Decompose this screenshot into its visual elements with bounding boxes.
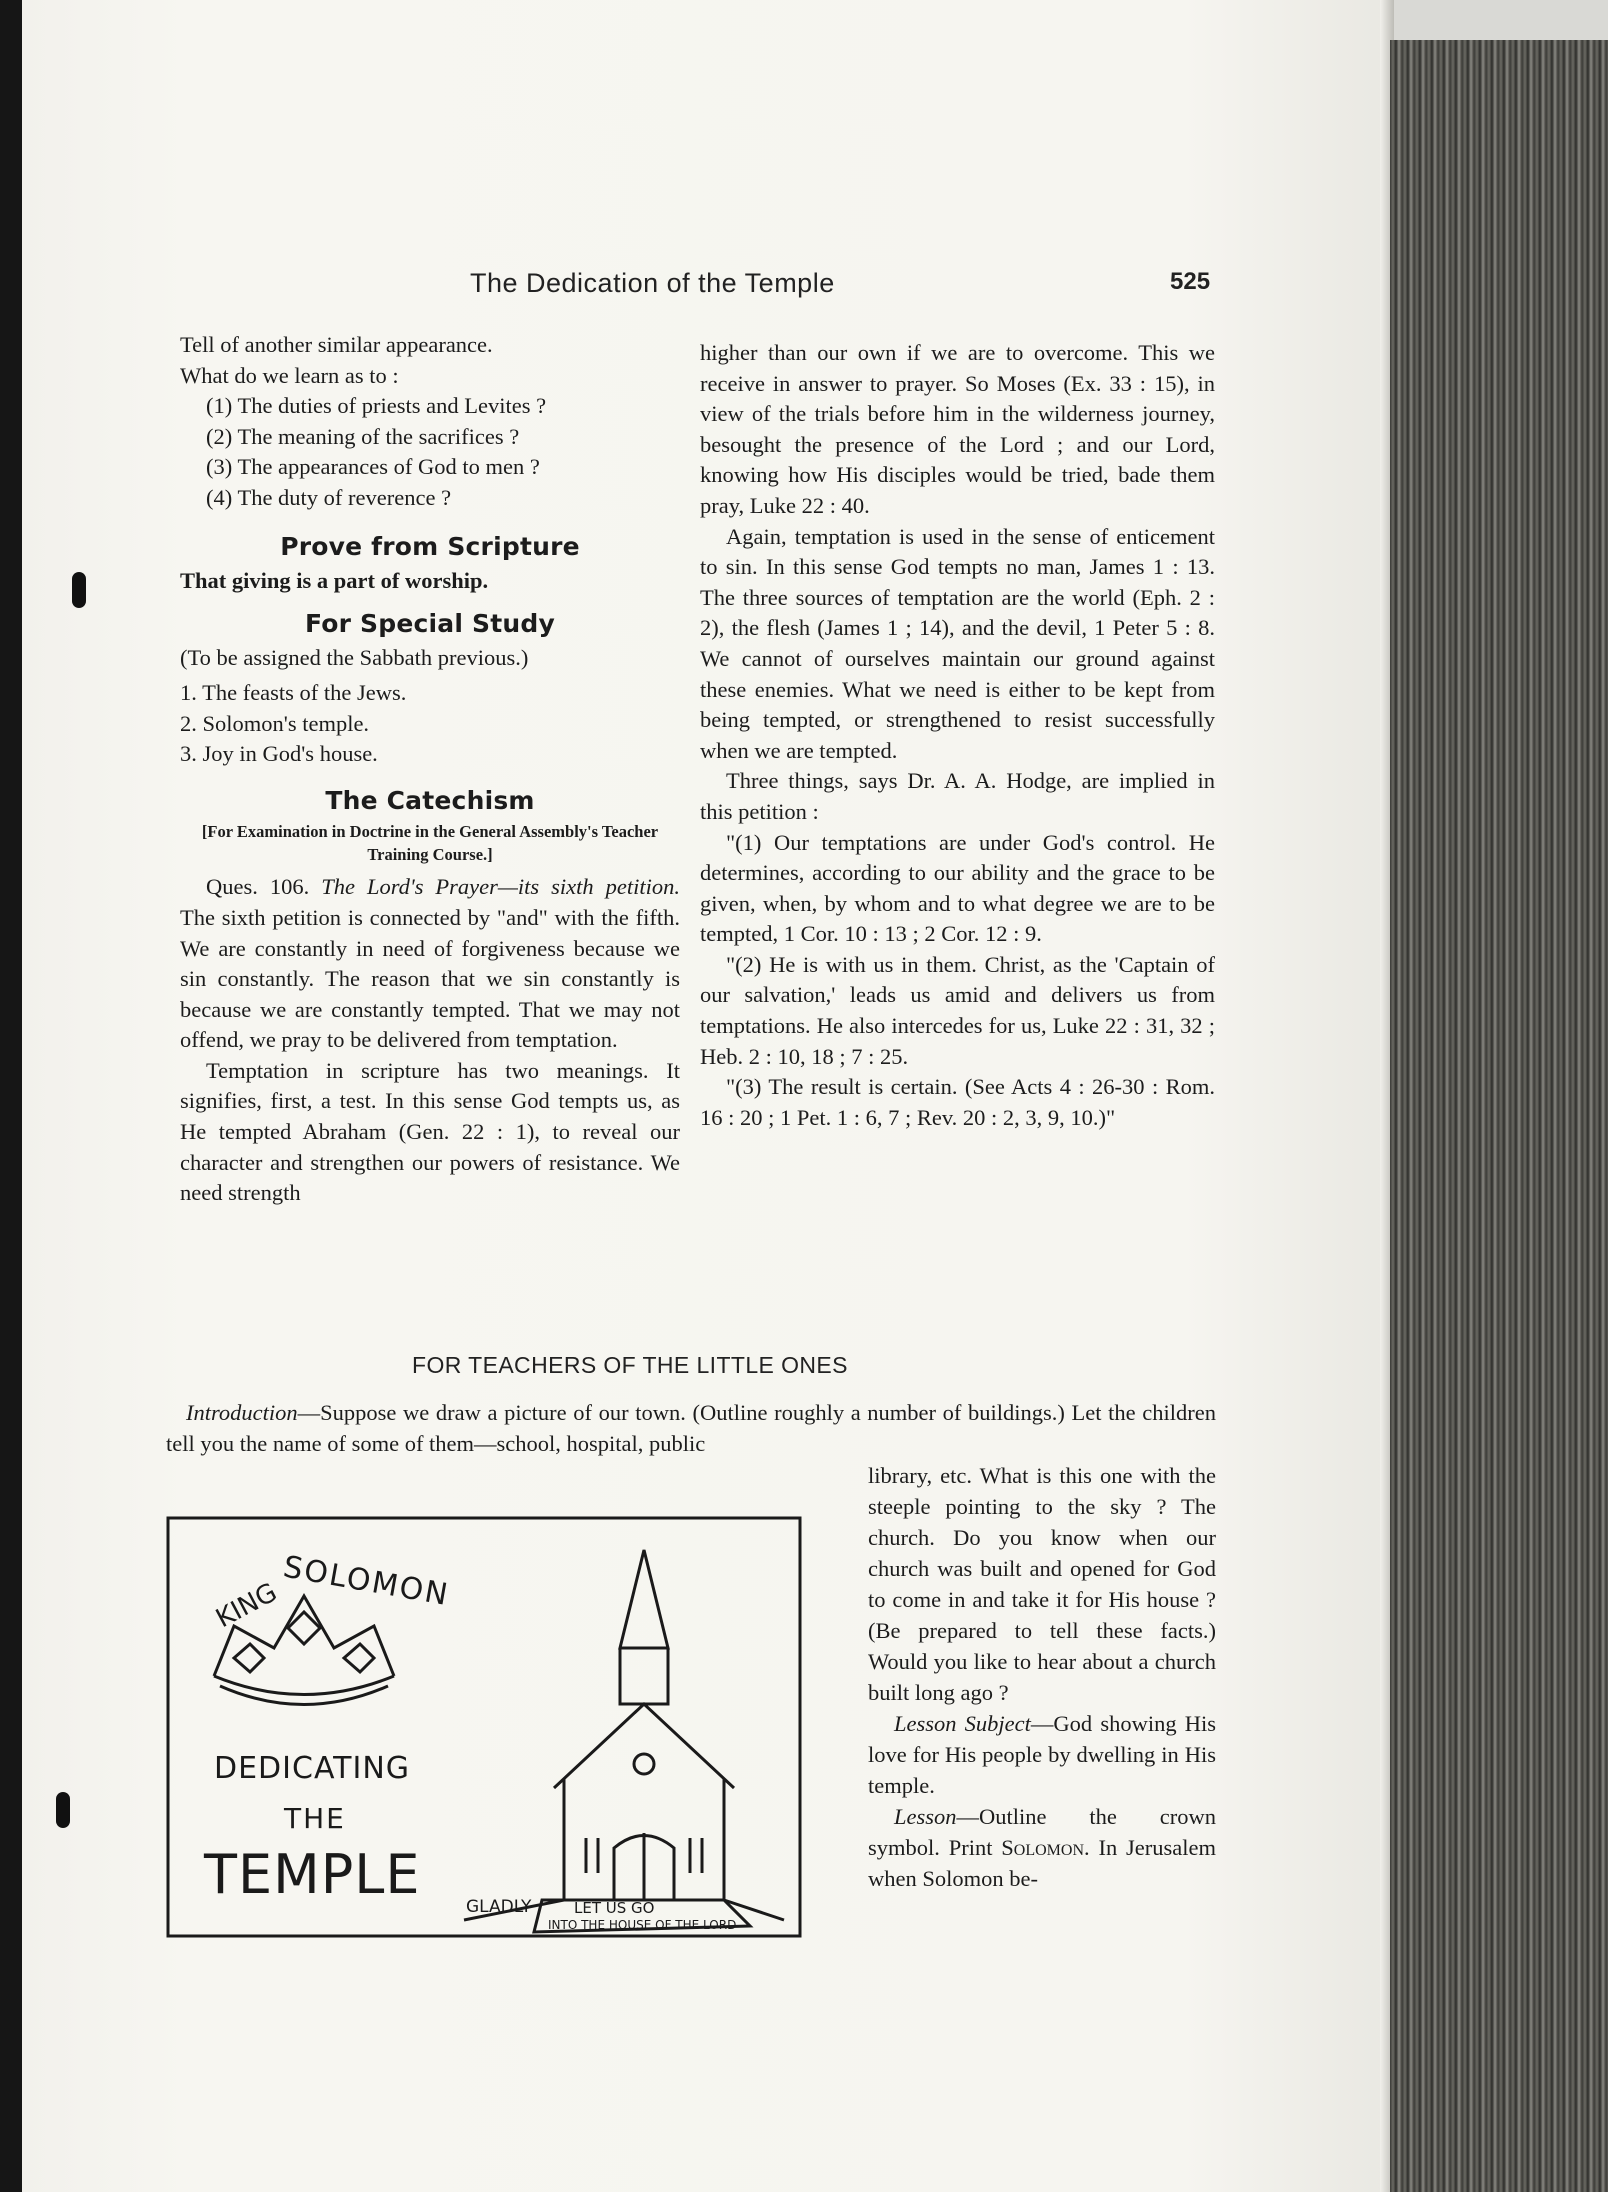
blackboard-illustration	[164, 1508, 804, 1948]
teachers-intro	[166, 1397, 1216, 1459]
catechism-paragraph: Temptation in scripture has two meanings. It signifies, first, a test. In this sense God tempts us, as He tempted Abraham (Gen. 22 : 1), to reveal our character and strengthen our powers of resistance. We need strength	[180, 1057, 680, 1206]
body-paragraph: "(1) Our temptations are under God's control. He determines, according to our ability and the grace to be given, when, by whom and to what degree we are to be tempted, 1 Cor. 10 : 13 ; 2 Cor. 12 : 9.	[700, 829, 1215, 947]
body-paragraph: Three things, says Dr. A. A. Hodge, are implied in this petition :	[700, 768, 1215, 824]
steeple-icon	[620, 1550, 668, 1648]
intro-line: Tell of another similar appearance.	[180, 332, 493, 357]
intro-text: —Suppose we draw a picture of our town. (Outline roughly a number of buildings.) Let the children tell you the name of some of them—school, hospital, public	[166, 1400, 1216, 1456]
punch-hole-icon	[72, 572, 86, 608]
lesson-text: —Outline the crown symbol. Print	[868, 1804, 1216, 1860]
running-title: The Dedication of the Temple	[470, 268, 835, 298]
crown-band	[214, 1676, 394, 1695]
scan-binding-edge	[0, 0, 22, 2192]
teachers-paragraph: library, etc. What is this one with the steeple pointing to the sky ? The church. Do you know when our church was built and opened for God to come in and take it for His house ? (Be prepared to tell these facts.) Would you like to hear about a church built long ago ?	[868, 1463, 1216, 1705]
special-study-heading: For Special Study	[304, 608, 555, 638]
study-item: 2. Solomon's temple.	[180, 710, 370, 736]
intro-label: Introduction	[186, 1400, 298, 1425]
lesson-label: Lesson	[894, 1804, 957, 1829]
body-paragraph: higher than our own if we are to overcome. This we receive in answer to prayer. So Moses (Ex. 33 : 15), in view of the trials before him in the wilderness journey, besought the presence of the Lord ; and our Lord, knowing how His disciples would be tried, bade them pray, Luke 22 : 40.	[700, 340, 1215, 518]
paragraph-text: The sixth petition is connected by "and" with the fifth. We are constantly in need of forgiveness because we sin constantly. The reason that we sin constantly is because we are constantly tempted. That we may not offend, we pray to be delivered from temptation.	[180, 904, 680, 1053]
lesson-subject-text: —God showing His love for His people by dwelling in His temple.	[868, 1711, 1216, 1798]
lesson-subject-paragraph	[868, 1708, 1216, 1801]
question-title: The Lord's Prayer—its sixth petition.	[321, 874, 681, 900]
question-item: (4) The duty of reverence ?	[206, 484, 452, 510]
church-window-icon	[634, 1754, 654, 1774]
lesson-subject-label: Lesson Subject	[894, 1711, 1031, 1736]
question-item: (2) The meaning of the sacrifices ?	[206, 423, 520, 449]
left-column	[180, 330, 680, 1209]
question-item: (1) The duties of priests and Levites ?	[206, 393, 547, 419]
prove-heading: Prove from Scripture	[280, 531, 580, 561]
drawing-text-the: THE	[284, 1802, 346, 1835]
right-column	[700, 338, 1215, 1133]
lesson-paragraph	[868, 1801, 1216, 1894]
drawing-banner-line-2: INTO THE HOUSE OF THE LORD	[548, 1918, 737, 1932]
drawing-banner-line-1: LET US GO	[574, 1899, 655, 1917]
body-paragraph: "(3) The result is certain. (See Acts 4 : 26-30 : Rom. 16 : 20 ; 1 Pet. 1 : 6, 7 ; Rev. 20 : 2, 3, 9, 10.)"	[700, 1074, 1215, 1130]
drawing-text-gladly: GLADLY	[466, 1897, 532, 1917]
catechism-heading: The Catechism	[325, 785, 535, 815]
question-item: (3) The appearances of God to men ?	[206, 454, 540, 480]
illustration-drawing	[164, 1508, 804, 1948]
drawing-text-solomon: SOLOMON	[280, 1549, 452, 1614]
page-number: 525	[1170, 268, 1211, 295]
question-number: Ques. 106.	[206, 874, 322, 900]
punch-hole-icon	[56, 1792, 70, 1828]
drawing-text-king: KING	[211, 1577, 283, 1635]
drawing-text-temple: TEMPLE	[204, 1843, 421, 1906]
crown-jewel-icon	[344, 1644, 374, 1672]
study-item: 1. The feasts of the Jews.	[180, 679, 407, 705]
prove-text: That giving is a part of worship.	[180, 568, 489, 594]
catechism-note: [For Examination in Doctrine in the General Assembly's Teacher Training Course.]	[201, 822, 659, 865]
teachers-heading: FOR TEACHERS OF THE LITTLE ONES	[412, 1352, 848, 1378]
crown-jewel-icon	[234, 1644, 264, 1672]
study-item: 3. Joy in God's house.	[180, 741, 378, 767]
intro-paragraph	[166, 1397, 1216, 1459]
intro-line: What do we learn as to :	[180, 362, 399, 388]
book-page-edges	[1390, 40, 1608, 2192]
church-tower	[620, 1648, 668, 1704]
drawing-text-dedicating: DEDICATING	[214, 1751, 411, 1786]
catechism-paragraph	[180, 872, 680, 1056]
special-study-note: (To be assigned the Sabbath previous.)	[180, 645, 529, 671]
teachers-column	[868, 1460, 1216, 1894]
body-paragraph: Again, temptation is used in the sense of enticement to sin. In this sense God tempts no man, James 1 : 13. The three sources of temptation are the world (Eph. 2 : 2), the flesh (James 1 ; 14), and the devil, 1 Peter 5 : 8. We cannot of ourselves maintain our ground against these enemies. What we need is either to be kept from being tempted, or strengthened to resist successfully when we are tempted.	[700, 523, 1215, 763]
body-paragraph: "(2) He is with us in them. Christ, as the 'Captain of our salvation,' leads us amid and delivers us from temptations. He also intercedes for us, Luke 22 : 31, 32 ; Heb. 2 : 10, 18 ; 7 : 25.	[700, 951, 1215, 1069]
lesson-text: . In Jerusalem when Solomon be-	[868, 1835, 1216, 1891]
lesson-text-name: Solomon	[1001, 1835, 1085, 1860]
